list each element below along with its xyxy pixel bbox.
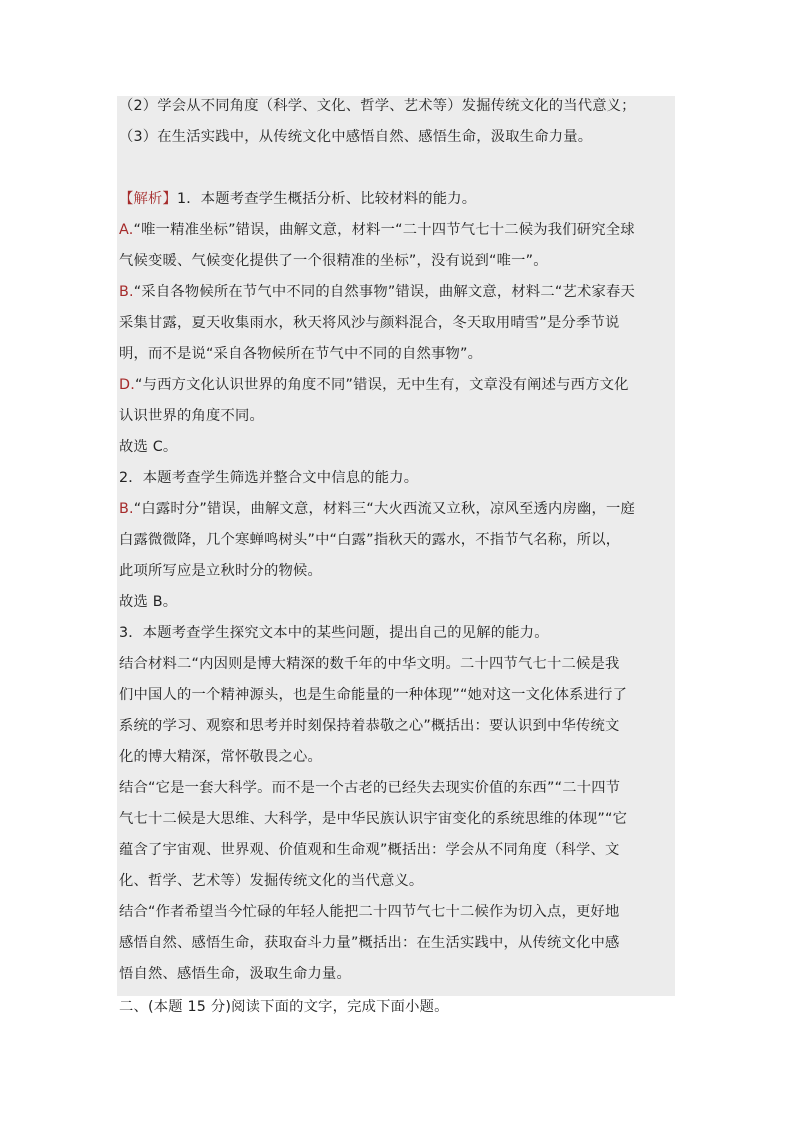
analysis-line: 采集甘露，夏天收集雨水，秋天将风沙与颜料混合，冬天取用晴雪”是分季节说: [119, 315, 620, 331]
analysis-line: 气七十二候是大思维、大科学，是中华民族认识宇宙变化的系统思维的体现”“它: [119, 811, 628, 827]
analysis-line: 明，而不是说“采自各物候所在节气中不同的自然事物”。: [119, 346, 483, 362]
analysis-line: 化的博大精深，常怀敬畏之心。: [119, 749, 322, 765]
option-label: B.: [119, 284, 134, 300]
answer-line: （3）在生活实践中，从传统文化中感悟自然、感悟生命，汲取生命力量。: [119, 129, 593, 145]
analysis-line: 结合材料二“内因则是博大精深的数千年的中华文明。二十四节气七十二候是我: [119, 656, 620, 672]
answer-choice-line: 故选 C。: [119, 439, 178, 455]
option-label: A.: [119, 222, 134, 238]
option-b-line: B.“白露时分”错误，曲解文意，材料三“大火西流又立秋，凉风至透内房幽，一庭: [119, 501, 635, 517]
answer-choice-line: 故选 B。: [119, 594, 178, 610]
analysis-line: 认识世界的角度不同。: [119, 408, 264, 424]
option-d-line: D.“与西方文化认识世界的角度不同”错误，无中生有，文章没有阐述与西方文化: [119, 377, 629, 393]
option-a-line: A.“唯一精准坐标”错误，曲解文意，材料一“二十四节气七十二候为我们研究全球: [119, 222, 635, 238]
analysis-line: 结合“它是一套大科学。而不是一个古老的已经失去现实价值的东西”“二十四节: [119, 780, 621, 796]
analysis-line: 化、哲学、艺术等）发掘传统文化的当代意义。: [119, 873, 424, 889]
analysis-line: 感悟自然、感悟生命，获取奋斗力量”概括出：在生活实践中，从传统文化中感: [119, 935, 620, 951]
analysis-label: 【解析】: [119, 191, 177, 207]
analysis-line: 蕴含了宇宙观、世界观、价值观和生命观”概括出：学会从不同角度（科学、文: [119, 842, 620, 858]
section-heading: 二、(本题 15 分)阅读下面的文字，完成下面小题。: [119, 999, 449, 1015]
question-2-line: 2．本题考查学生筛选并整合文中信息的能力。: [119, 470, 419, 486]
analysis-line: 系统的学习、观察和思考并时刻保持着恭敬之心”概括出：要认识到中华传统文: [119, 718, 620, 734]
analysis-line: 们中国人的一个精神源头，也是生命能量的一种体现”“她对这一文化体系进行了: [119, 687, 628, 703]
analysis-line: 结合“作者希望当今忙碌的年轻人能把二十四节气七十二候作为切入点，更好地: [119, 904, 620, 920]
analysis-line: 气候变暖、气候变化提供了一个很精准的坐标”，没有说到“唯一”。: [119, 253, 548, 269]
option-b-line: B.“采自各物候所在节气中不同的自然事物”错误，曲解文意，材料二“艺术家春天: [119, 284, 635, 300]
answer-line: （2）学会从不同角度（科学、文化、哲学、艺术等）发掘传统文化的当代意义；: [119, 98, 636, 114]
option-label: D.: [119, 377, 135, 393]
analysis-line: 此项所写应是立秋时分的物候。: [119, 563, 322, 579]
analysis-line: 白露微微降，几个寒蝉鸣树头”中“白露”指秋天的露水，不指节气名称，所以，: [119, 532, 621, 548]
option-label: B.: [119, 501, 134, 517]
question-3-line: 3．本题考查学生探究文本中的某些问题，提出自己的见解的能力。: [119, 625, 549, 641]
analysis-line: 悟自然、感悟生命，汲取生命力量。: [119, 966, 351, 982]
analysis-heading: 【解析】1．本题考查学生概括分析、比较材料的能力。: [119, 191, 477, 207]
